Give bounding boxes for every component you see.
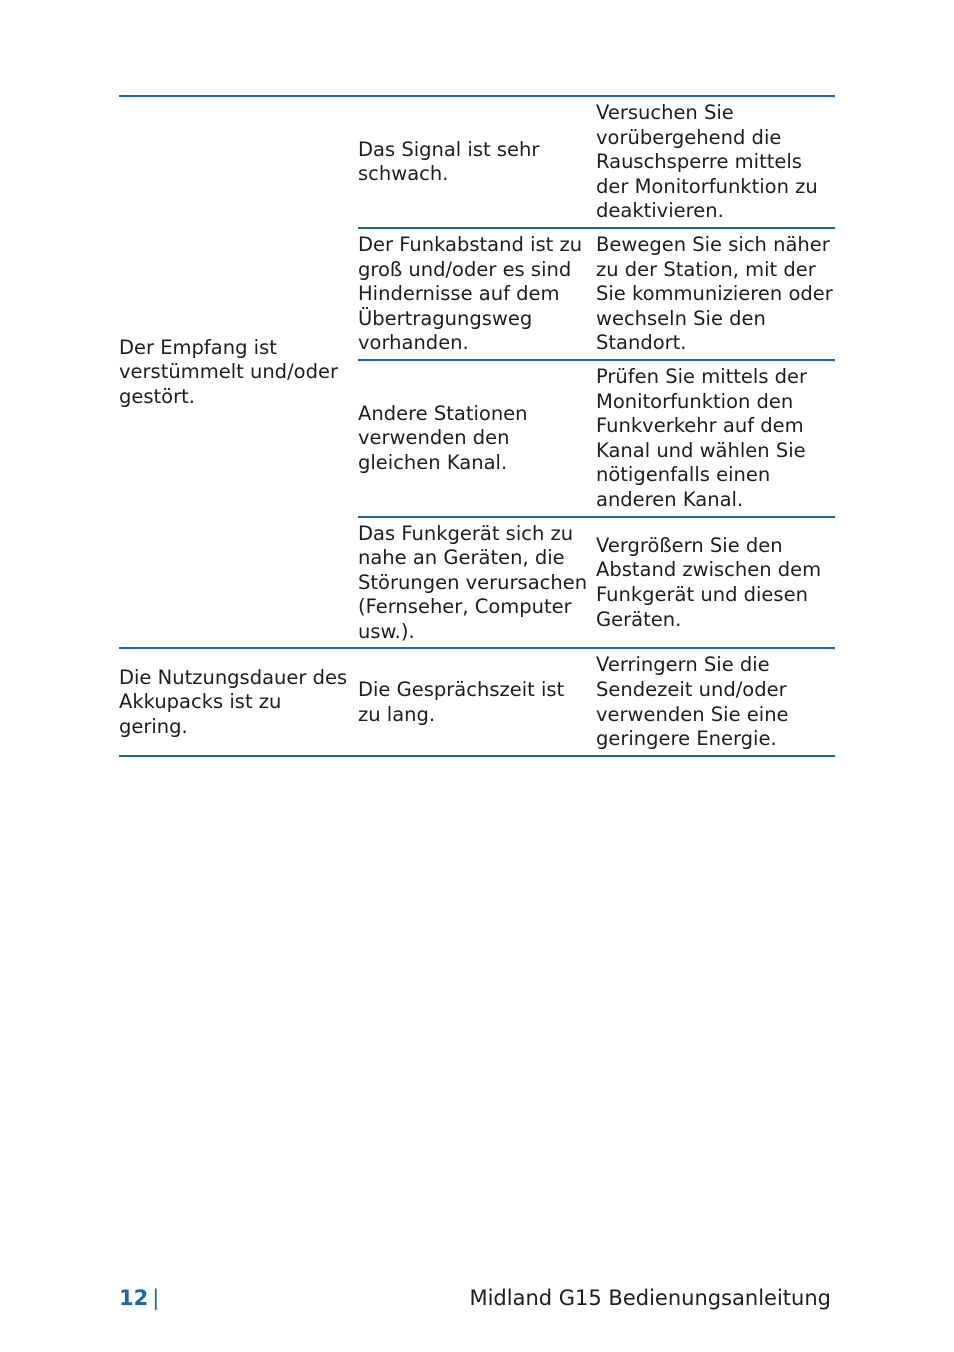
troubleshooting-table <box>119 95 835 757</box>
remedy-cell: Bewegen Sie sich näher zu der Station, mit der Sie kommunizieren oder wechseln Sie den Standort. <box>596 228 835 360</box>
problem-cell: Die Nutzungsdauer des Akkupacks ist zu gering. <box>119 648 358 755</box>
table-row <box>119 96 835 228</box>
remedy-cell: Verringern Sie die Sendezeit und/oder verwenden Sie eine geringere Energie. <box>596 648 835 755</box>
document-title: Midland G15 Bedienungsanleitung <box>469 1286 831 1310</box>
cause-cell: Der Funkabstand ist zu groß und/oder es sind Hindernisse auf dem Übertragungsweg vorhanden. <box>358 228 596 360</box>
cause-cell: Das Signal ist sehr schwach. <box>358 96 596 228</box>
page-number-separator: | <box>152 1286 160 1310</box>
cause-cell: Andere Stationen verwenden den gleichen Kanal. <box>358 360 596 517</box>
cause-cell: Die Gesprächszeit ist zu lang. <box>358 648 596 755</box>
remedy-cell: Vergrößern Sie den Abstand zwischen dem Funkgerät und diesen Geräten. <box>596 517 835 649</box>
table-row <box>119 648 835 755</box>
remedy-cell: Prüfen Sie mittels der Monitorfunktion den Funkverkehr auf dem Kanal und wählen Sie nötigenfalls einen anderen Kanal. <box>596 360 835 517</box>
cause-cell: Das Funkgerät sich zu nahe an Geräten, die Störungen verursachen (Fernseher, Computer usw.). <box>358 517 596 649</box>
problem-cell: Der Empfang ist verstümmelt und/oder gestört. <box>119 96 358 648</box>
page-number-value: 12 <box>119 1286 149 1310</box>
page-number <box>119 1285 159 1311</box>
remedy-cell: Versuchen Sie vorübergehend die Rauschsperre mittels der Monitorfunktion zu deaktivieren. <box>596 96 835 228</box>
